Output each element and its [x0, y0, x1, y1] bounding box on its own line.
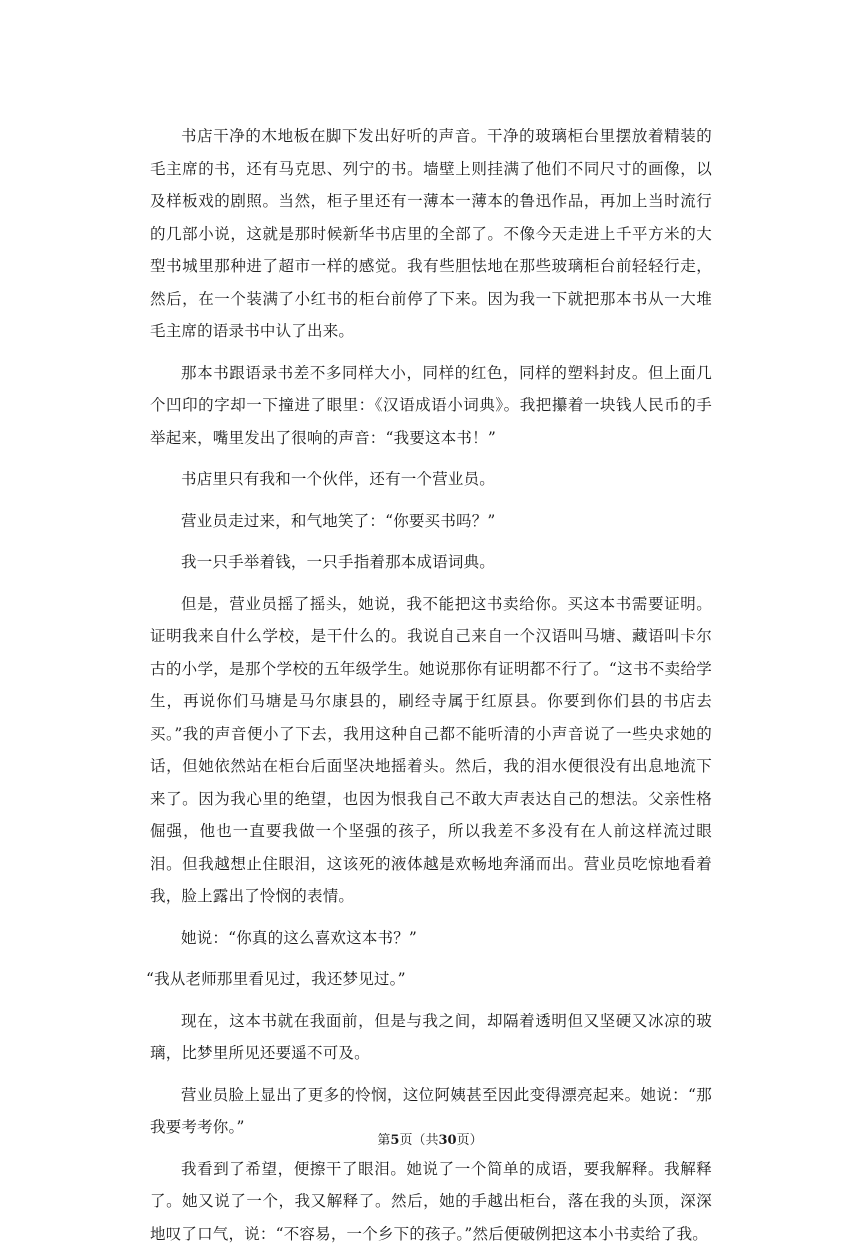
page-footer	[0, 1133, 860, 1149]
paragraph: 书店里只有我和一个伙伴，还有一个营业员。	[150, 463, 712, 496]
footer-page-number: 5	[390, 1133, 399, 1148]
paragraph: 营业员脸上显出了更多的怜悯，这位阿姨甚至因此变得漂亮起来。她说：“那我要考考你。”	[150, 1079, 712, 1144]
paragraph: 我一只手举着钱，一只手指着那本成语词典。	[150, 546, 712, 579]
paragraph: 那本书跟语录书差不多同样大小，同样的红色，同样的塑料封皮。但上面几个凹印的字却一下撞进了眼里：《汉语成语小词典》。我把攥着一块钱人民币的手举起来，嘴里发出了很响的声音：“我要这本书！”	[150, 357, 712, 455]
footer-middle: 页（共	[399, 1133, 438, 1148]
footer-total-pages: 30	[438, 1133, 456, 1148]
body-text	[150, 120, 712, 1250]
paragraph: 营业员走过来，和气地笑了：“你要买书吗？”	[150, 505, 712, 538]
paragraph: 但是，营业员摇了摇头，她说，我不能把这书卖给你。买这本书需要证明。证明我来自什么学校，是干什么的。我说自己来自一个汉语叫马塘、藏语叫卡尔古的小学，是那个学校的五年级学生。她说那你有证明都不行了。“这书不卖给学生，再说你们马塘是马尔康县的，刷经寺属于红原县。你要到你们县的书店去买。”我的声音便小了下去，我用这种自己都不能听清的小声音说了一些央求她的话，但她依然站在柜台后面坚决地摇着头。然后，我的泪水便很没有出息地流下来了。因为我心里的绝望，也因为恨我自己不敢大声表达自己的想法。父亲性格倔强，他也一直要我做一个坚强的孩子，所以我差不多没有在人前这样流过眼泪。但我越想止住眼泪，这该死的液体越是欢畅地奔涌而出。营业员吃惊地看着我，脸上露出了怜悯的表情。	[150, 588, 712, 913]
paragraph: “我从老师那里看见过，我还梦见过。”	[146, 963, 712, 996]
footer-prefix: 第	[377, 1133, 390, 1148]
footer-suffix: 页）	[457, 1133, 483, 1148]
paragraph: 现在，这本书就在我面前，但是与我之间，却隔着透明但又坚硬又冰凉的玻璃，比梦里所见还要遥不可及。	[150, 1005, 712, 1070]
paragraph: 我看到了希望，便擦干了眼泪。她说了一个简单的成语，要我解释。我解释了。她又说了一个，我又解释了。然后，她的手越出柜台，落在我的头顶，深深地叹了口气，说：“不容易，一个乡下的孩子。”然后便破例把这本小书卖给了我。	[150, 1153, 712, 1250]
paragraph: 她说：“你真的这么喜欢这本书？”	[150, 922, 712, 955]
paragraph: 书店干净的木地板在脚下发出好听的声音。干净的玻璃柜台里摆放着精装的毛主席的书，还有马克思、列宁的书。墙壁上则挂满了他们不同尺寸的画像，以及样板戏的剧照。当然，柜子里还有一薄本一薄本的鲁迅作品，再加上当时流行的几部小说，这就是那时候新华书店里的全部了。不像今天走进上千平方米的大型书城里那种进了超市一样的感觉。我有些胆怯地在那些玻璃柜台前轻轻行走，然后，在一个装满了小红书的柜台前停了下来。因为我一下就把那本书从一大堆毛主席的语录书中认了出来。	[150, 120, 712, 348]
